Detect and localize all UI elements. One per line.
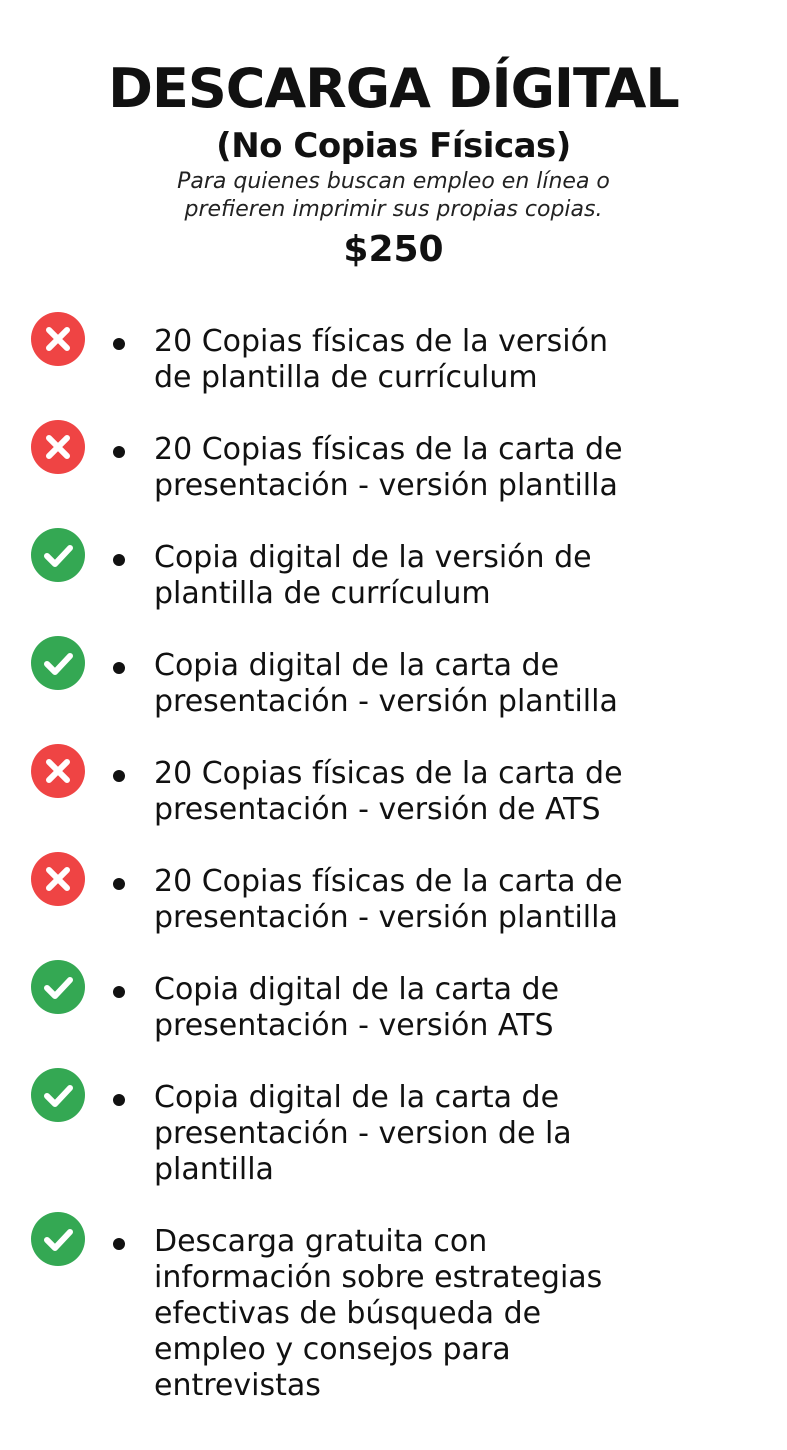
bullet-dot — [113, 554, 125, 566]
check-circle-icon — [31, 636, 85, 690]
list-item-line: Copia digital de la carta de — [154, 648, 560, 683]
list-item — [0, 636, 787, 744]
bullet-dot — [113, 338, 125, 350]
x-circle-icon — [31, 312, 85, 366]
list-item — [0, 852, 787, 960]
tagline-line-2: prefieren imprimir sus propias copias. — [184, 197, 603, 222]
list-item-line: efectivas de búsqueda de — [154, 1296, 542, 1331]
offer-header — [0, 56, 787, 272]
bullet-dot — [113, 770, 125, 782]
list-item-line: de plantilla de currículum — [154, 360, 538, 395]
list-item-line: 20 Copias físicas de la carta de — [154, 864, 623, 899]
list-item-text — [154, 864, 714, 936]
offer-tagline — [114, 168, 674, 224]
check-circle-icon — [31, 960, 85, 1014]
list-item-text — [154, 1080, 714, 1188]
list-item-line: 20 Copias físicas de la versión — [154, 324, 609, 359]
tagline-line-1: Para quienes buscan empleo en línea o — [177, 169, 610, 194]
list-item-line: 20 Copias físicas de la carta de — [154, 432, 623, 467]
list-item-line: Copia digital de la versión de — [154, 540, 592, 575]
x-circle-icon — [31, 420, 85, 474]
list-item-line: Copia digital de la carta de — [154, 1080, 560, 1115]
offer-title: DESCARGA DÍGITAL — [108, 57, 679, 120]
list-item-line: 20 Copias físicas de la carta de — [154, 756, 623, 791]
list-item — [0, 744, 787, 852]
x-circle-icon — [31, 744, 85, 798]
list-item — [0, 312, 787, 420]
list-item-line: presentación - versión plantilla — [154, 900, 618, 935]
list-item-line: información sobre estrategias — [154, 1260, 603, 1295]
list-item-text — [154, 1224, 714, 1404]
list-item-line: presentación - versión plantilla — [154, 684, 618, 719]
list-item — [0, 1212, 787, 1403]
check-circle-icon — [31, 1068, 85, 1122]
bullet-dot — [113, 446, 125, 458]
list-item — [0, 420, 787, 528]
list-item-text — [154, 540, 714, 612]
list-item-text — [154, 648, 714, 720]
list-item-line: presentación - version de la — [154, 1116, 572, 1151]
offer-price: $250 — [343, 229, 444, 270]
list-item-line: plantilla de currículum — [154, 576, 491, 611]
feature-list — [0, 312, 787, 1403]
list-item-line: Copia digital de la carta de — [154, 972, 560, 1007]
check-circle-icon — [31, 528, 85, 582]
offer-subtitle: (No Copias Físicas) — [216, 126, 571, 166]
list-item-line: plantilla — [154, 1152, 274, 1187]
list-item-text — [154, 432, 714, 504]
bullet-dot — [113, 878, 125, 890]
list-item — [0, 960, 787, 1068]
bullet-dot — [113, 662, 125, 674]
list-item-line: empleo y consejos para — [154, 1332, 511, 1367]
list-item-line: entrevistas — [154, 1368, 321, 1403]
list-item-text — [154, 324, 714, 396]
bullet-dot — [113, 986, 125, 998]
check-circle-icon — [31, 1212, 85, 1266]
bullet-dot — [113, 1238, 125, 1250]
list-item-text — [154, 972, 714, 1044]
bullet-dot — [113, 1094, 125, 1106]
list-item — [0, 528, 787, 636]
list-item-line: presentación - versión ATS — [154, 1008, 554, 1043]
list-item — [0, 1068, 787, 1212]
list-item-line: presentación - versión plantilla — [154, 468, 618, 503]
list-item-line: presentación - versión de ATS — [154, 792, 601, 827]
x-circle-icon — [31, 852, 85, 906]
list-item-line: Descarga gratuita con — [154, 1224, 488, 1259]
list-item-text — [154, 756, 714, 828]
